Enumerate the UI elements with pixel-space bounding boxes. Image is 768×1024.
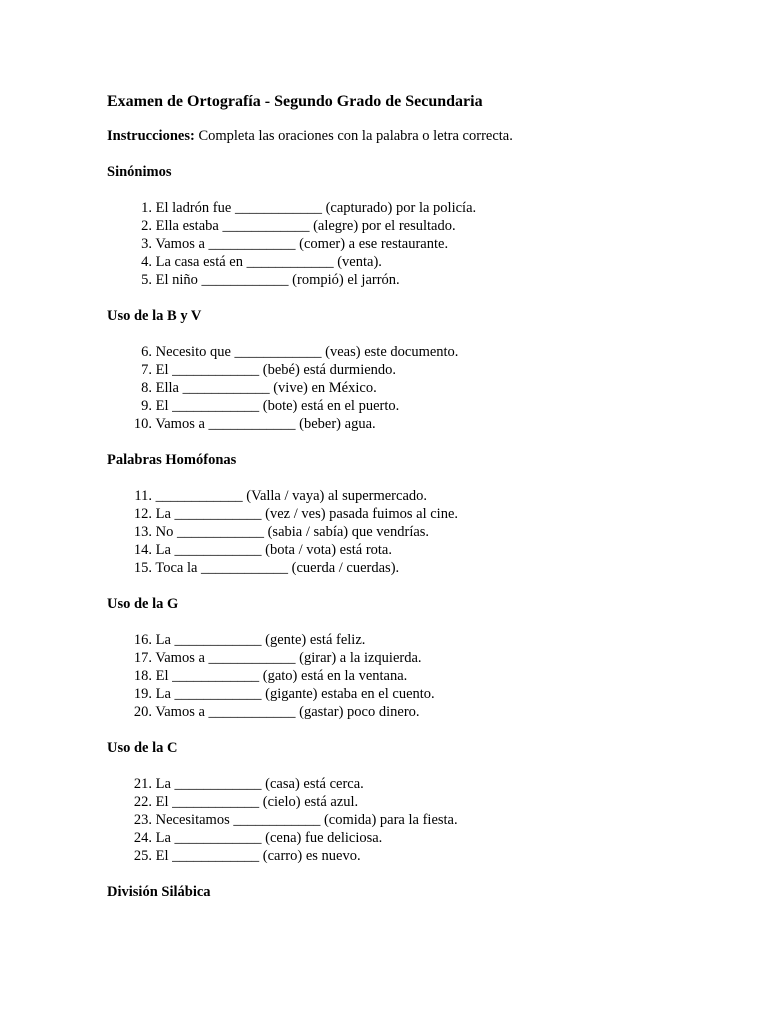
question-item [107, 667, 768, 685]
question-item [107, 397, 768, 415]
question-number: 15. [133, 560, 152, 576]
question-list-homofonas [107, 487, 768, 577]
question-number: 10. [133, 416, 152, 432]
question-item [107, 649, 768, 667]
question-number: 9. [141, 398, 152, 414]
section-title-b-v: Uso de la B y V [107, 308, 202, 324]
instructions [107, 127, 768, 145]
question-item [107, 523, 768, 541]
question-item [107, 199, 768, 217]
question-text: La ____________ (cena) fue deliciosa. [152, 830, 383, 846]
question-number: 7. [141, 362, 152, 378]
question-item [107, 829, 768, 847]
question-text: La casa está en ____________ (venta). [152, 254, 382, 270]
section-title-sinonimos: Sinónimos [107, 164, 172, 180]
instructions-label: Instrucciones: [107, 128, 195, 144]
question-text: La ____________ (casa) está cerca. [152, 776, 364, 792]
question-text: La ____________ (vez / ves) pasada fuimos al cine. [152, 506, 459, 522]
question-number: 12. [133, 506, 152, 522]
question-list-c [107, 775, 768, 865]
question-item [107, 253, 768, 271]
question-item [107, 847, 768, 865]
question-text: Toca la ____________ (cuerda / cuerdas). [152, 560, 400, 576]
question-list-b-v [107, 343, 768, 433]
question-text: El ____________ (bebé) está durmiendo. [152, 362, 397, 378]
question-text: ____________ (Valla / vaya) al supermercado. [152, 488, 428, 504]
question-text: Vamos a ____________ (comer) a ese restaurante. [152, 236, 449, 252]
question-text: Ella ____________ (vive) en México. [152, 380, 377, 396]
question-item [107, 811, 768, 829]
question-text: La ____________ (gente) está feliz. [152, 632, 366, 648]
question-item [107, 235, 768, 253]
question-number: 2. [141, 218, 152, 234]
question-item [107, 361, 768, 379]
question-number: 18. [133, 668, 152, 684]
question-text: El niño ____________ (rompió) el jarrón. [152, 272, 400, 288]
question-item [107, 775, 768, 793]
question-number: 22. [133, 794, 152, 810]
question-number: 25. [133, 848, 152, 864]
question-list-sinonimos [107, 199, 768, 289]
question-number: 8. [141, 380, 152, 396]
question-number: 21. [133, 776, 152, 792]
question-text: Ella estaba ____________ (alegre) por el resultado. [152, 218, 456, 234]
question-number: 24. [133, 830, 152, 846]
question-number: 4. [141, 254, 152, 270]
question-text: El ____________ (cielo) está azul. [152, 794, 359, 810]
question-text: El ____________ (bote) está en el puerto. [152, 398, 400, 414]
question-item [107, 685, 768, 703]
question-item [107, 271, 768, 289]
question-item [107, 415, 768, 433]
question-list-g [107, 631, 768, 721]
question-text: Vamos a ____________ (girar) a la izquierda. [152, 650, 422, 666]
question-text: El ____________ (gato) está en la ventana. [152, 668, 408, 684]
question-text: Necesitamos ____________ (comida) para la fiesta. [152, 812, 458, 828]
question-text: La ____________ (bota / vota) está rota. [152, 542, 392, 558]
question-text: Vamos a ____________ (gastar) poco dinero. [152, 704, 420, 720]
question-text: El ladrón fue ____________ (capturado) por la policía. [152, 200, 477, 216]
question-item [107, 541, 768, 559]
question-item [107, 559, 768, 577]
question-number: 20. [133, 704, 152, 720]
question-text: El ____________ (carro) es nuevo. [152, 848, 361, 864]
question-number: 6. [141, 344, 152, 360]
section-title-homofonas: Palabras Homófonas [107, 452, 237, 468]
question-number: 5. [141, 272, 152, 288]
section-title-c: Uso de la C [107, 740, 178, 756]
question-item [107, 217, 768, 235]
question-text: Vamos a ____________ (beber) agua. [152, 416, 376, 432]
question-item [107, 505, 768, 523]
question-number: 1. [141, 200, 152, 216]
question-number: 13. [133, 524, 152, 540]
question-item [107, 487, 768, 505]
question-item [107, 793, 768, 811]
question-number: 23. [133, 812, 152, 828]
instructions-text: Completa las oraciones con la palabra o letra correcta. [194, 128, 513, 144]
question-number: 19. [133, 686, 152, 702]
question-item [107, 343, 768, 361]
question-number: 11. [134, 488, 152, 504]
question-text: Necesito que ____________ (veas) este documento. [152, 344, 459, 360]
page-title: Examen de Ortografía - Segundo Grado de Secundaria [107, 93, 483, 110]
question-text: La ____________ (gigante) estaba en el cuento. [152, 686, 435, 702]
question-number: 14. [133, 542, 152, 558]
question-item [107, 703, 768, 721]
section-title-division-silabica: División Silábica [107, 884, 211, 900]
question-number: 16. [133, 632, 152, 648]
question-item [107, 379, 768, 397]
question-text: No ____________ (sabia / sabía) que vendrías. [152, 524, 430, 540]
section-title-g: Uso de la G [107, 596, 179, 612]
question-item [107, 631, 768, 649]
question-number: 3. [141, 236, 152, 252]
question-number: 17. [133, 650, 152, 666]
